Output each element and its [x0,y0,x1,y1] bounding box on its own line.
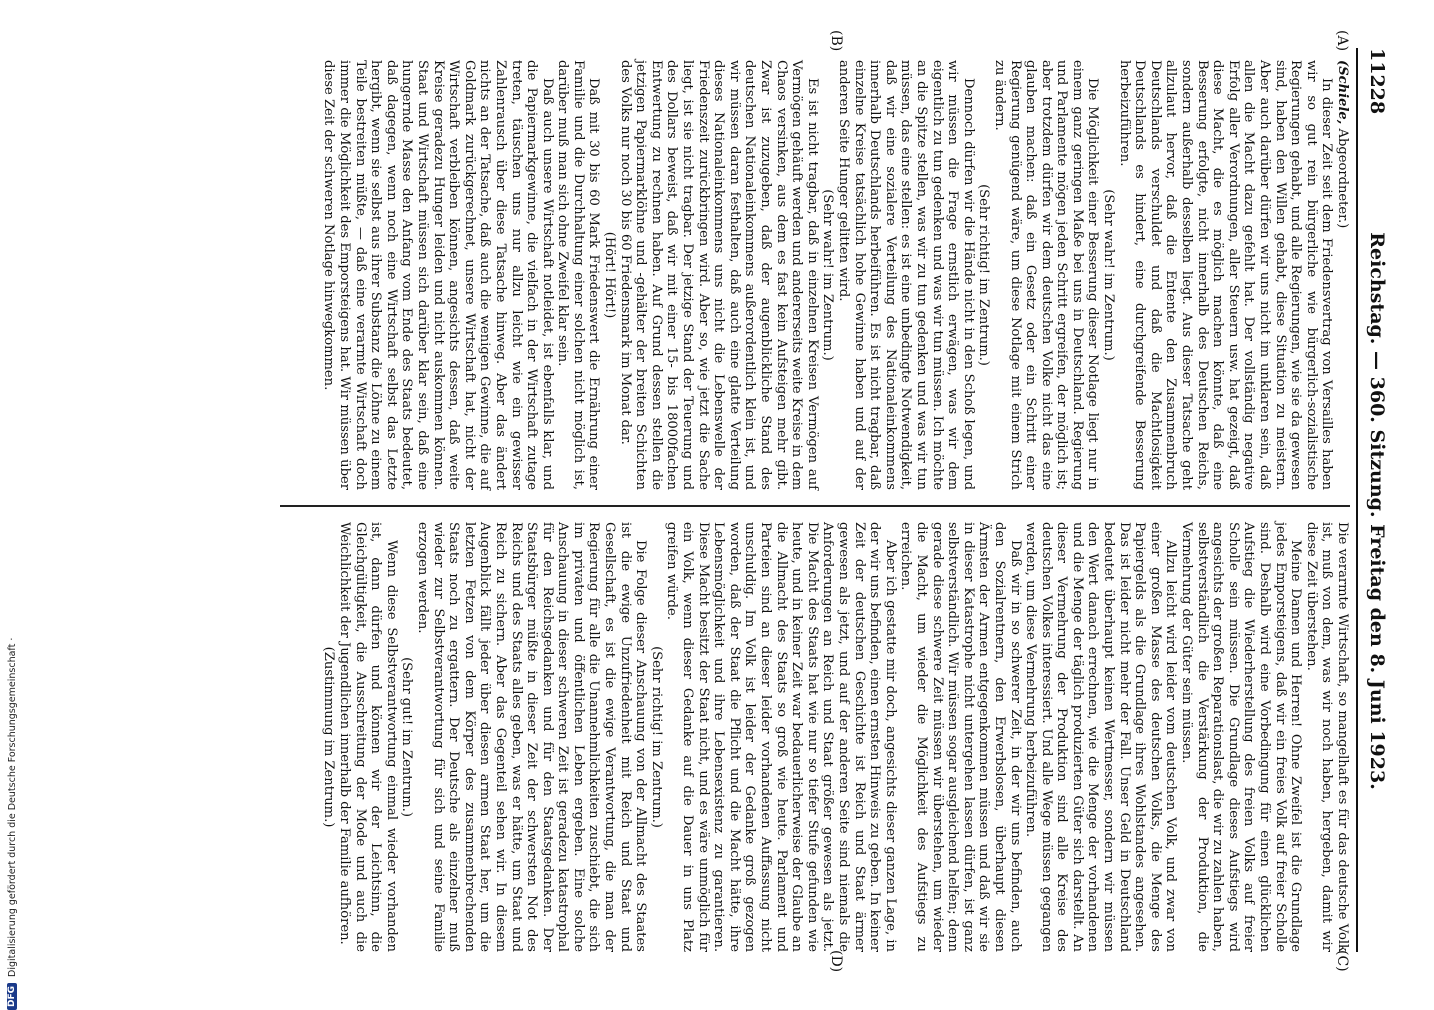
credit-text: Digitalisierung gefördert durch die Deutsche Forschungsgemeinschaft · [6,637,18,977]
page-header [1360,48,1394,948]
page-number: 11228 [1366,48,1388,115]
paragraph: Die Möglichkeit einer Besserung dieser Notlage liegt nur in einem ganz geringen Maße bei uns in Deutschland. Regierung und Parlamente mögen jeden Schritt ergreifen, der möglich ist; aber trotzdem dürfen wir dem deutschen Volke nicht das eine glauben machen: daß ein Gesetz oder ein Schritt einer Regierung genügend wäre, um diese Notlage mit einem Strich zu ändern. [991,60,1101,490]
interjection: (Zustimmung im Zentrum.) [321,646,337,828]
paragraph: In dieser Zeit seit dem Friedensvertrag von Versailles haben wir so gut rein bürgerliche wie bürgerlich-sozialistische Regierungen gehabt, und alle Regierungen, wie sie da gewesen sind, haben den Willen gehabt, diese Situation zu meistern. Aber auch darüber dürfen wir uns nicht im unklaren sein, daß allen die Macht dazu gefehlt hat. Der vollständig negative Erfolg aller Verordnungen, aller Steuern usw. hat gezeigt, daß diese Macht, die es möglich machen könnte, daß eine Besserung erfolgte, nicht innerhalb des Deutschen Reichs, sondern außerhalb desselben liegt. Aus dieser Tatsache geht allzulaut hervor, daß die Entente den Zusammenbruch Deutschlands verschuldet und daß die Machtlosigkeit Deutschlands es hindert, eine durchgreifende Besserung herbeizuführen. [1116,60,1335,490]
paragraph: Allzu leicht wird leider vom deutschen Volk, und zwar von einer großen Masse des deutschen Volks, die Menge des Papiergelds als die Grundlage ihres Wohlstandes angesehen. Das ist leider nicht mehr der Fall. Unser Geld in Deutschland bedeutet überhaupt keinen Wertmesser, sondern wir müssen den Wert danach errechnen, wie die Menge der vorhandenen und die Menge der täglich produzierten Güter sich darstellt. An dieser Vermehrung der Produktion sind alle Kreise des deutschen Volkes interessiert. Und alle Wege müssen gegangen werden, um diese Vermehrung herbeizuführen. [1023,522,1179,952]
margin-mark-a: (A) [1334,30,1350,52]
page-title: Reichstag. — 360. Sitzung. Freitag den 8. Juni 1923. [1366,232,1388,790]
left-column [321,60,1350,490]
margin-mark-d: (D) [828,950,844,973]
paragraph: Es ist nicht tragbar, daß in einzelnen Kreisen Vermögen auf Vermögen gehäuft werden und andererseits weite Kreise in dem Chaos versinken, aus dem es fast kein Aufsteigen mehr gibt. Zwar ist zuzugeben, daß der augenblickliche Stand des deutschen Nationaleinkommens außerordentlich klein ist, und wir müssen daran festhalten, daß auch eine glatte Verteilung dieses Nationaleinkommens uns nicht die Lebenswelle der Friedenszeit zurückbringen wird. Aber so, wie jetzt die Sache liegt, ist sie nicht tragbar. Der jetzige Stand der Teuerung und des Dollars beweist, daß wir mit einer 15- bis 18000fachen Entwertung zu rechnen haben. Auf Grund dessen stellen die jetzigen Papiermarklöhne und -gehälter der breiten Schichten des Volks nur noch 30 bis 60 Friedensmark im Monat dar. [617,60,820,490]
header-rule [1356,48,1358,952]
interjection: (Sehr wahr! im Zentrum.) [1101,189,1117,361]
paragraph: Daß mit 30 bis 60 Mark Friedenswert die Ernährung einer Familie und die Durchhaltung einer solchen nicht möglich ist, darüber muß man sich ohne Zweifel klar sein. [555,60,602,490]
paragraph: Dennoch dürfen wir die Hände nicht in den Schoß legen, und wir müssen die Frage ernstlich erwägen, was wir dem eigentlich zu tun gedenken und was wir tun müssen. Ich möchte an die Spitze stellen, was wir zu tun gedenken und was wir tun müssen, das eine stellen: es ist eine unbedingte Notwendigkeit, daß wir eine sozialere Verteilung des Nationaleinkommens innerhalb Deutschlands herbeiführen. Es ist nicht tragbar, daß einzelne Kreise tatsächlich hohe Gewinne haben und auf der anderen Seite Hunger gelitten wird. [836,60,976,490]
interjection: (Sehr wahr! im Zentrum.) [820,189,836,361]
paragraph: Aber ich gestatte mir doch, angesichts dieser ganzen Lage, in der wir uns befinden, einen ernsten Hinweis zu geben. In keiner Zeit der deutschen Geschichte ist Reich und Staat ärmer gewesen als jetzt, und auf der anderen Seite sind niemals die Anforderungen an Reich und Staat größer gewesen als jetzt. Die Macht des Staats hat wie nur so tiefer Stufe gefunden wie heute, und in keiner Zeit war bedauerlicherweise der Glaube an die Allmacht des Staats so groß wie heute. Parlament und Parteien sind an dieser leider vorhandenen Auffassung nicht unschuldig. Im Volk ist leider der Gedanke groß gezogen worden, daß der Staat die Pflicht und die Macht hätte, ihre Lebensmöglichkeit und ihre Lebensexistenz zu garantieren. Diese Macht besitzt der Staat nicht, und es wäre unmöglich für ein Volk, wenn dieser Gedanke auf die Dauer in uns Platz greifen würde. [664,522,898,952]
interjection: (Sehr richtig! im Zentrum.) [648,646,664,828]
paragraph: Die Folge dieser Anschauung von der Allmacht des Staates ist die ewige Unzufriedenheit mit Reich und Staat und Gesellschaft, es ist die ewige Verantwortung, die man der Regierung für alle die Unannehmlichkeiten zuschiebt, die sich im privaten und öffentlichen Leben ergeben. Eine solche Anschauung in dieser schweren Zeit ist geradezu katastrophal für den Reichsgedanken und für den Staatsgedanken. Der Staatsbürger müßte in dieser Zeit der schwersten Not des Reichs und des Staats alles geben, was er hätte, um Staat und Reich zu sichern. Aber das Gegenteil sehen wir. In diesem Augenblick fällt jeder über diesen armen Staat her, um die letzten Fetzen von dem Körper des zusammenbrechenden Staats noch zu ergattern. Der Deutsche als einzelner muß wieder zur Selbstverantwortung für sich und seine Familie erzogen werden. [414,522,649,952]
dfg-logo: DFG [7,983,17,1010]
interjection: (Sehr gut! im Zentrum.) [399,657,415,817]
paragraph: Daß auch unsere Wirtschaft notleidet, ist ebenfalls klar, und die Papiermarkgewinne, die vielfach in der Wirtschaft zutage treten, täuschen uns nur allzu leicht wie ein gewisser Zahlenrausch über diese Tatsache hinweg. Aber das ändert nichts an der Tatsache, daß auch die wenigen Gewinne, die auf Goldmark zurückgerechnet, unsere Wirtschaft hat, nicht der Wirtschaft verbleiben können, angesichts dessen, daß weite Kreise geradezu Hunger leiden und nicht auskommen können. Staat und Wirtschaft müssen sich darüber klar sein, daß eine hungernde Masse den Anfang vom Ende des Staats bedeutet, daß dagegen, wenn noch eine Wirtschaft selbst das Letzte hergibt, wenn sie selbst aus ihrer Substanz die Löhne zu einem Teile bestreiten müßte, — daß eine verarmte Wirtschaft doch immer die Möglichkeit des Emporsteigens hat. Wir müssen über diese Zeit der schweren Notlage hinwegkommen. [321,60,555,490]
interjection: (Sehr richtig! im Zentrum.) [976,184,992,366]
margin-mark-c: (C) [1334,950,1350,972]
digitization-credit [2,10,22,1010]
paragraph: Wenn diese Selbstverantwortung einmal wieder vorhanden ist, dann dürfen und können wir der Leichtsinn, die Gleichgültigkeit, die Ausschreitung der Mode und auch die Weichlichkeit der Jugendlichen innerhalb der Familie aufhören. [337,522,399,952]
paragraph: Meine Damen und Herren! Ohne Zweifel ist die Grundlage jedes Emporsteigens, daß wir ein freies Volk auf freier Scholle sind. Deshalb wird eine Vorbedingung für einen glücklichen Aufstieg die Wiederherstellung des freien Volks auf freier Scholle sein müssen. Die Grundlage dieses Aufstiegs wird angesichts der großen Reparationslast, die wir zu zahlen haben, selbstverständlich die Verstärkung der Produktion, die Vermehrung der Güter sein müssen. [1179,522,1304,952]
speaker-name: (Schiele, [1335,60,1350,125]
right-column [321,522,1350,952]
speaker-role: Abgeordneter.) [1335,128,1350,229]
speaker-line [1334,60,1350,490]
interjection: (Hört! Hört!) [602,231,618,319]
paragraph: Daß wir in so schwerer Zeit, in der wir uns befinden, auch den Sozialrentnern, den Erwerbslosen, überhaupt diesen Ärmsten der Armen entgegenkommen müssen und daß wir sie in dieser Katastrophe nicht untergehen lassen dürfen, ist ganz selbstverständlich. Wir müssen sogar ausgleichend helfen; denn gerade diese schwere Zeit müssen wir überstehen, um wieder die Macht, um wieder die Möglichkeit des Aufstiegs zu erreichen. [898,522,1023,952]
column-divider [280,505,1350,507]
paragraph: Die verarmte Wirtschaft, so mangelhaft es für das deutsche Volk ist, muß von dem, was wir noch haben, hergeben, damit wir diese Zeit überstehen. [1303,522,1350,952]
margin-mark-b: (B) [828,30,844,52]
